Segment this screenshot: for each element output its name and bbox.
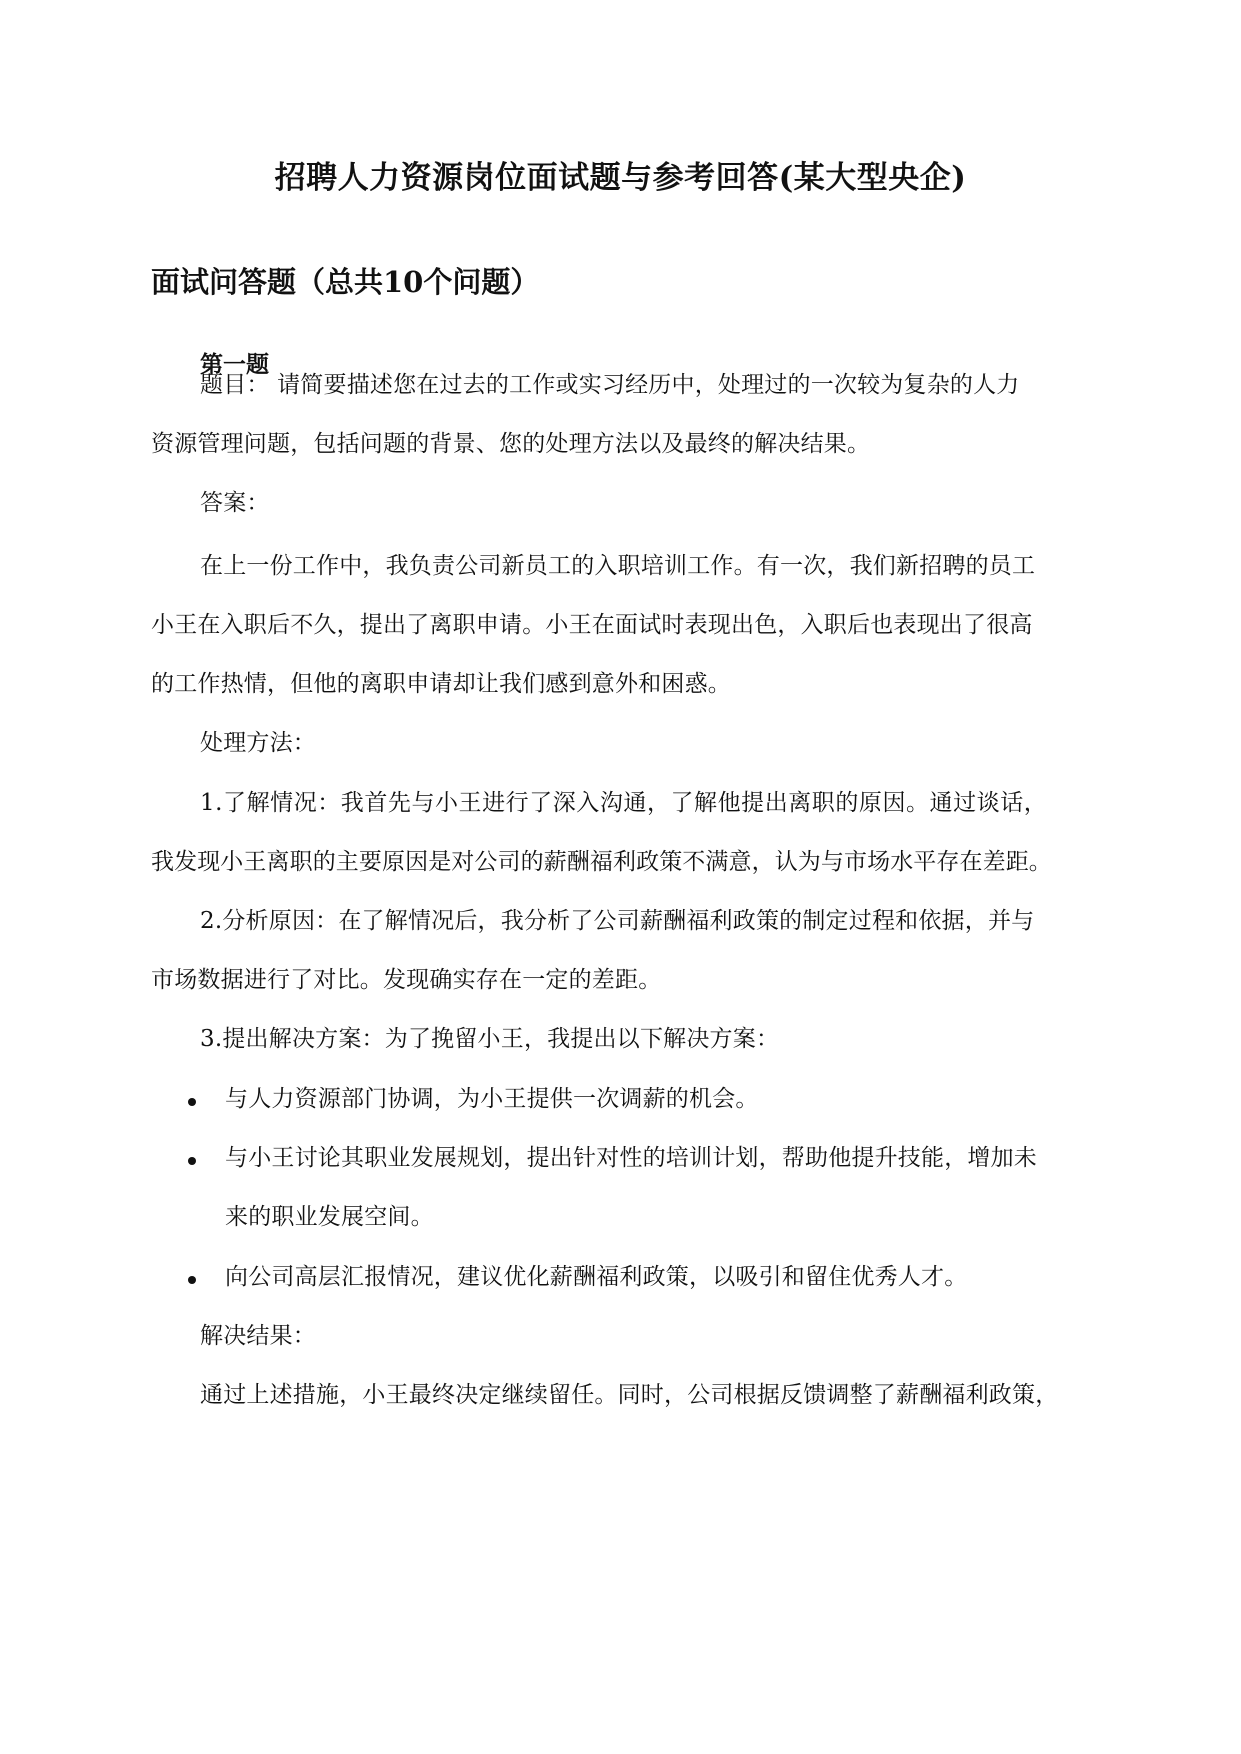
background-line-1: 在上一份工作中，我负责公司新员工的入职培训工作。有一次，我们新招聘的员工	[200, 553, 1036, 579]
background-line-3: 的工作热情，但他的离职申请却让我们感到意外和困惑。	[151, 671, 731, 697]
step-3-line-1: 3.提出解决方案：为了挽留小王，我提出以下解决方案：	[200, 1026, 780, 1052]
bullet-marker	[188, 1098, 196, 1106]
document-title: 招聘人力资源岗位面试题与参考回答(某大型央企)	[274, 160, 967, 196]
method-label: 处理方法：	[200, 730, 316, 756]
step-2-line-1: 2.分析原因：在了解情况后，我分析了公司薪酬福利政策的制定过程和依据，并与	[200, 908, 1035, 934]
step-2-line-2: 市场数据进行了对比。发现确实存在一定的差距。	[151, 967, 662, 993]
question-prompt-line-1: 题目： 请简要描述您在过去的工作或实习经历中，处理过的一次较为复杂的人力	[200, 372, 1020, 398]
result-line-1: 通过上述措施，小王最终决定继续留任。同时，公司根据反馈调整了薪酬福利政策，	[200, 1382, 1059, 1408]
answer-label: 答案：	[200, 490, 270, 516]
section-heading: 面试问答题（总共10个问题）	[151, 265, 540, 299]
bullet-item-2-line-2: 来的职业发展空间。	[225, 1204, 434, 1230]
step-1-line-2: 我发现小王离职的主要原因是对公司的薪酬福利政策不满意，认为与市场水平存在差距。	[151, 849, 1052, 875]
result-label: 解决结果：	[200, 1323, 316, 1349]
bullet-marker	[188, 1276, 196, 1284]
step-1-line-1: 1.了解情况：我首先与小王进行了深入沟通，了解他提出离职的原因。通过谈话，	[200, 790, 1048, 816]
question-label: 第一题	[200, 351, 269, 378]
bullet-marker	[188, 1157, 196, 1165]
bullet-item-3: 向公司高层汇报情况，建议优化薪酬福利政策，以吸引和留住优秀人才。	[225, 1264, 968, 1290]
question-prompt-line-2: 资源管理问题，包括问题的背景、您的处理方法以及最终的解决结果。	[151, 431, 871, 457]
bullet-item-2-line-1: 与小王讨论其职业发展规划，提出针对性的培训计划，帮助他提升技能，增加未	[225, 1145, 1037, 1171]
background-line-2: 小王在入职后不久，提出了离职申请。小王在面试时表现出色，入职后也表现出了很高	[151, 612, 1033, 638]
bullet-item-1: 与人力资源部门协调，为小王提供一次调薪的机会。	[225, 1086, 759, 1112]
